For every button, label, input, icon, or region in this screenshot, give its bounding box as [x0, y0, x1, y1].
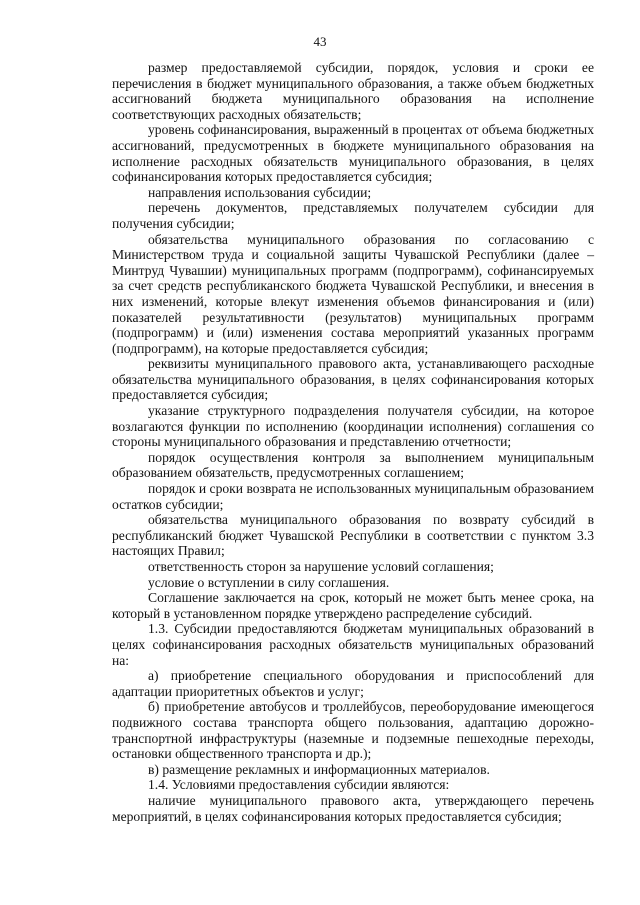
- paragraph: обязательства муниципального образования по возврату субсидий в республиканский бюджет Чувашской Республики в соответствии с пунктом 3.3 настоящих Правил;: [112, 512, 594, 559]
- paragraph: перечень документов, представляемых получателем субсидии для получения субсидии;: [112, 200, 594, 231]
- paragraph: порядок и сроки возврата не использованных муниципальным образованием остатков субсидии;: [112, 481, 594, 512]
- paragraph: в) размещение рекламных и информационных материалов.: [148, 761, 490, 777]
- paragraph: указание структурного подразделения получателя субсидии, на которое возлагаются функции по исполнению (координации исполнения) соглашения со стороны муниципального образования и представлению отчетности;: [112, 403, 594, 450]
- paragraph: наличие муниципального правового акта, утверждающего перечень мероприятий, в целях софинансирования которых предоставляется субсидия;: [112, 792, 594, 824]
- paragraph: реквизиты муниципального правового акта, устанавливающего расходные обязательства муниципального образования, в целях софинансирования которых предоставляется субсидия;: [112, 356, 594, 403]
- paragraph: условие о вступлении в силу соглашения.: [148, 574, 390, 590]
- paragraph: уровень софинансирования, выраженный в процентах от объема бюджетных ассигнований, предусмотренных в бюджете муниципального образования на исполнение расходных обязательств муниципального образования, в целях софинансирования которых предоставляется субсидия;: [112, 122, 594, 185]
- paragraph: порядок осуществления контроля за выполнением муниципальным образованием обязательств, предусмотренных соглашением;: [112, 449, 594, 481]
- paragraph: 1.4. Условиями предоставления субсидии являются:: [148, 777, 450, 793]
- document-body: [112, 60, 594, 824]
- page-number: 43: [313, 34, 327, 49]
- paragraph: 1.3. Субсидии предоставляются бюджетам муниципальных образований в целях софинансирования расходных обязательств муниципальных образований на:: [112, 621, 594, 668]
- paragraph: а) приобретение специального оборудования и приспособлений для адаптации приоритетных объектов и услуг;: [112, 668, 594, 699]
- paragraph: б) приобретение автобусов и троллейбусов, переоборудование имеющегося подвижного состава транспорта общего пользования, адаптацию дорожно-транспортной инфраструктуры (наземные и подземные пешеходные переходы, остановки общественного транспорта и др.);: [112, 699, 594, 762]
- paragraph: ответственность сторон за нарушение условий соглашения;: [148, 559, 494, 574]
- paragraph: Соглашение заключается на срок, который не может быть менее срока, на который в установленном порядке утверждено распределение субсидий.: [112, 590, 594, 621]
- paragraph: направления использования субсидии;: [148, 184, 372, 200]
- paragraph: обязательства муниципального образования по согласованию с Министерством труда и социальной защиты Чувашской Республики (далее – Минтруд Чувашии) муниципальных программ (подпрограмм), софинансируемых за счет средств республиканского бюджета Чувашской Республики, и внесения в них изменений, которые влекут изменения объемов финансирования и (или) показателей результативности (результатов) муниципальных программ (подпрограмм) и (или) изменения состава мероприятий указанных программ (подпрограмм), на которые предоставляется субсидия;: [112, 231, 594, 356]
- paragraph: размер предоставляемой субсидии, порядок, условия и сроки ее перечисления в бюджет муниципального образования, а также объем бюджетных ассигнований бюджета муниципального образования на исполнение соответствующих расходных обязательств;: [112, 60, 594, 122]
